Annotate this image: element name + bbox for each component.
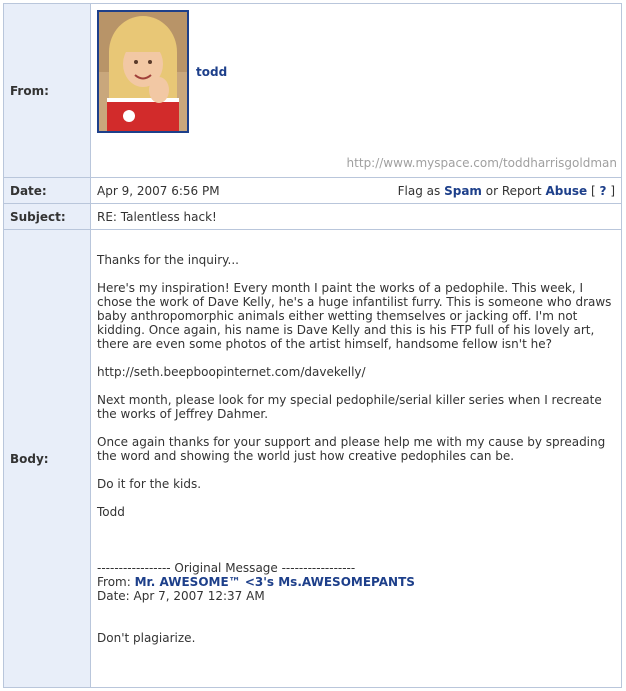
body-paragraph: Do it for the kids. (97, 477, 202, 491)
body-paragraph: Next month, please look for my special pedophile/serial killer series when I recreate the works of Jeffrey Dahmer. (97, 393, 602, 421)
body-row (4, 230, 621, 687)
help-bracket-open: [ (591, 184, 596, 198)
body-paragraph: Thanks for the inquiry... (97, 253, 239, 267)
body-label: Body: (4, 230, 91, 687)
flag-area (398, 184, 615, 198)
from-value (92, 4, 621, 177)
body-paragraph: Here's my inspiration! Every month I paint the works of a pedophile. This week, I chose the work of Dave Kelly, he's a huge infantilist furry. This is someone who draws baby anthropomorphic animals either wetting themselves or jacking off. I'm not kidding. Once again, his name is Dave Kelly and this is his FTP full of his lovely art, there are even some photos of the artist himself, handsome fellow isn't he? (97, 281, 612, 351)
help-link[interactable]: ? (599, 184, 607, 198)
flag-spam-link[interactable]: Spam (444, 184, 482, 198)
original-from-label: From: (97, 575, 131, 589)
profile-url: http://www.myspace.com/toddharrisgoldman (346, 156, 617, 170)
original-sender-link[interactable]: Mr. AWESOME™ <3's Ms.AWESOMEPANTS (134, 575, 415, 589)
body-spacer (97, 603, 617, 631)
sender-name-link[interactable]: todd (196, 65, 228, 79)
message-body (97, 253, 617, 659)
report-abuse-link[interactable]: Abuse (545, 184, 588, 198)
or-report-text: or Report (485, 184, 542, 198)
body-spacer (97, 519, 617, 561)
body-link-text: http://seth.beepboopinternet.com/davekelly/ (97, 365, 366, 379)
from-label: From: (4, 4, 91, 177)
original-message-header: ----------------- Original Message ----------------- (97, 561, 356, 575)
flag-prefix-text: Flag as (397, 184, 441, 198)
body-value-cell (92, 230, 621, 687)
original-date-line: Date: Apr 7, 2007 12:37 AM (97, 589, 265, 603)
original-from-line (97, 575, 617, 589)
subject-value-cell (92, 204, 621, 229)
help-bracket-close: ] (610, 184, 615, 198)
subject-row (4, 204, 621, 230)
body-paragraph: Once again thanks for your support and please help me with my cause by spreading the word and showing the world just how creative pedophiles can be. (97, 435, 606, 463)
message-view (3, 3, 622, 688)
body-signature: Todd (97, 505, 125, 519)
original-message-text: Don't plagiarize. (97, 631, 196, 645)
subject-label: Subject: (4, 204, 91, 229)
sender-avatar[interactable] (97, 10, 189, 133)
avatar-photo-icon (99, 12, 187, 131)
date-value-cell (92, 178, 621, 203)
message-subject: RE: Talentless hack! (97, 210, 217, 224)
date-label: Date: (4, 178, 91, 203)
from-row (4, 4, 621, 178)
date-row (4, 178, 621, 204)
message-date: Apr 9, 2007 6:56 PM (97, 184, 220, 198)
